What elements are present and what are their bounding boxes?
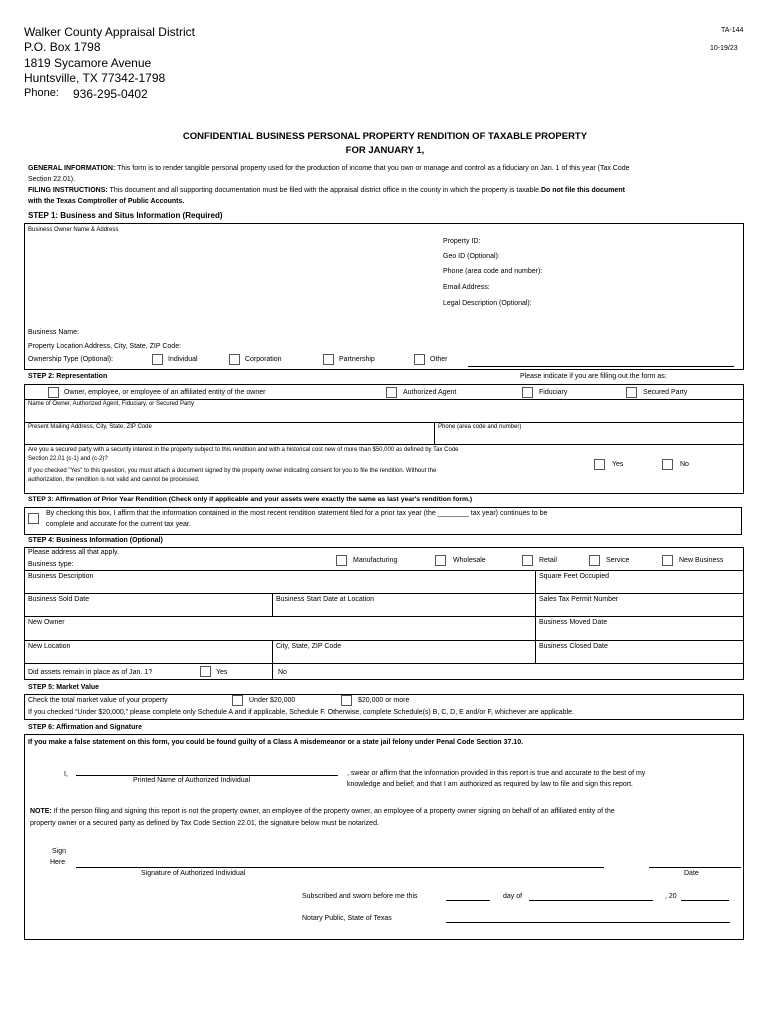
business-type-label: Business type: (28, 561, 74, 568)
partnership-checkbox[interactable] (323, 354, 334, 365)
check-total-label: Check the total market value of your property (28, 697, 168, 704)
filing-instructions: FILING INSTRUCTIONS: This document and all supporting documentation must be filed with the appraisal district office in the county in which the property is taxable.Do not file this document (28, 187, 625, 194)
business-name-label: Business Name: (28, 329, 79, 336)
swear-text: , swear or affirm that the information provided in this report is true and accurate to the best of my (347, 770, 646, 777)
filing-instructions-cont: with the Texas Comptroller of Public Accounts. (28, 198, 185, 205)
agent-role-checkbox[interactable] (386, 387, 397, 398)
assets-yes-label: Yes (216, 669, 228, 676)
secured-no-label: No (680, 461, 689, 468)
step3-heading: STEP 3: Affirmation of Prior Year Rendition (Check only if applicable and your assets were exactly the same as last year's rendition form.) (28, 496, 473, 503)
signature-line[interactable] (76, 867, 604, 868)
printed-name-line[interactable] (76, 775, 338, 776)
form-title: CONFIDENTIAL BUSINESS PERSONAL PROPERTY RENDITION OF TAXABLE PROPERTY (182, 131, 588, 142)
owner-name-label: Business Owner Name & Address (28, 227, 119, 233)
new-location-label: New Location (28, 643, 71, 650)
fiduciary-role-label: Fiduciary (539, 389, 568, 396)
secured-yes-label: Yes (612, 461, 624, 468)
wholesale-checkbox[interactable] (435, 555, 446, 566)
printed-name-label: Printed Name of Authorized Individual (133, 777, 251, 784)
secured-question-cont: Section 22.01 (c-1) and (c-2)? (28, 456, 108, 462)
retail-checkbox[interactable] (522, 555, 533, 566)
individual-label: Individual (168, 356, 198, 363)
email-label: Email Address: (443, 284, 490, 291)
day-of-label: day of (503, 893, 523, 900)
property-location-label: Property Location Address, City, State, ZIP Code: (28, 343, 182, 350)
year-line[interactable] (681, 900, 729, 901)
general-information-cont: Section 22.01). (28, 176, 76, 183)
notary-line[interactable] (446, 922, 730, 923)
sales-tax-label: Sales Tax Permit Number (539, 596, 619, 603)
owner-role-checkbox[interactable] (48, 387, 59, 398)
step6-box (24, 734, 744, 940)
service-label: Service (606, 557, 630, 564)
new-business-label: New Business (679, 557, 724, 564)
legal-description-label: Legal Description (Optional): (443, 300, 532, 307)
property-id-label: Property ID: (443, 238, 481, 245)
secured-no-checkbox[interactable] (662, 459, 673, 470)
notarize-note: NOTE: If the person filing and signing this report is not the property owner, an employee of the property owner, an employee of a property owner signing on behalf of an affiliated entity of the (30, 808, 615, 815)
sold-date-label: Business Sold Date (28, 596, 90, 603)
prior-year-checkbox[interactable] (28, 513, 39, 524)
false-statement-warning: If you make a false statement on this form, you could be found guilty of a Class A misdemeanor or a state jail felony under Penal Code Section 37.10. (28, 739, 524, 746)
new-owner-label: New Owner (28, 619, 65, 626)
city-address: Huntsville, TX 77342-1798 (24, 71, 166, 85)
other-label: Other (430, 356, 448, 363)
assets-no-label: No (278, 669, 287, 676)
general-information: GENERAL INFORMATION: This form is to render tangible personal property used for the production of income that you own or manage and control as a fiduciary on Jan. 1 of this year (Tax Code (28, 165, 630, 172)
indicate-label: Please indicate if you are filling out the form as: (520, 373, 667, 380)
date-label: Date (684, 870, 699, 877)
step1-heading: STEP 1: Business and Situs Information (Required) (28, 211, 223, 220)
street-address: 1819 Sycamore Avenue (24, 56, 152, 70)
address-all-label: Please address all that apply. (28, 549, 119, 556)
under-20k-label: Under $20,000 (249, 697, 296, 704)
prior-year-text: By checking this box, I affirm that the information contained in the most recent rendition statement filed for a prior tax year (the ________ tax year) continues to be (46, 510, 548, 517)
individual-checkbox[interactable] (152, 354, 163, 365)
phone-number: 936-295-0402 (73, 87, 148, 101)
closed-date-label: Business Closed Date (539, 643, 608, 650)
phone-rep-label: Phone (area code and number) (438, 424, 522, 430)
secured-role-checkbox[interactable] (626, 387, 637, 398)
form-date: 10-19/23 (710, 45, 738, 52)
assets-yes-checkbox[interactable] (200, 666, 211, 677)
owner-role-label: Owner, employee, or employee of an affiliated entity of the owner (64, 389, 266, 396)
mailing-address-label: Present Mailing Address, City, State, ZIP Code (28, 424, 152, 430)
step6-heading: STEP 6: Affirmation and Signature (28, 724, 142, 731)
month-line[interactable] (529, 900, 653, 901)
moved-date-label: Business Moved Date (539, 619, 608, 626)
assets-question: Did assets remain in place as of Jan. 1? (28, 669, 153, 676)
secured-yes-checkbox[interactable] (594, 459, 605, 470)
manufacturing-checkbox[interactable] (336, 555, 347, 566)
manufacturing-label: Manufacturing (353, 557, 398, 564)
other-line[interactable] (468, 366, 734, 367)
partnership-label: Partnership (339, 356, 375, 363)
po-box: P.O. Box 1798 (24, 40, 101, 54)
name-owner-label: Name of Owner, Authorized Agent, Fiduciary, or Secured Party (28, 401, 194, 407)
under-20k-checkbox[interactable] (232, 695, 243, 706)
form-title-line2: FOR JANUARY 1, (345, 145, 425, 156)
wholesale-label: Wholesale (453, 557, 486, 564)
notarize-note-cont: property owner or a secured party as defined by Tax Code Section 22.01, the signature below must be notarized. (30, 820, 379, 827)
form-id: TA-144 (721, 27, 744, 34)
new-business-checkbox[interactable] (662, 555, 673, 566)
year-label: , 20 (665, 893, 677, 900)
geo-id-label: Geo ID (Optional): (443, 253, 500, 260)
phone-field-label: Phone (area code and number): (443, 268, 543, 275)
date-line[interactable] (649, 867, 741, 868)
agent-role-label: Authorized Agent (403, 389, 457, 396)
i-label: I, (64, 771, 68, 778)
org-name: Walker County Appraisal District (24, 25, 195, 39)
secured-role-label: Secured Party (643, 389, 688, 396)
here-label: Here (50, 859, 66, 866)
corporation-checkbox[interactable] (229, 354, 240, 365)
other-checkbox[interactable] (414, 354, 425, 365)
fiduciary-role-checkbox[interactable] (522, 387, 533, 398)
schedule-note: If you checked “Under $20,000,” please complete only Schedule A and if applicable, Schedule F. Otherwise, complete Schedule(s) B, C, D, E and/or F, whichever are applicable. (28, 709, 574, 716)
subscribed-label: Subscribed and sworn before me this (302, 893, 418, 900)
over-20k-label: $20,000 or more (358, 697, 410, 704)
city-state-zip-label: City, State, ZIP Code (276, 643, 342, 650)
phone-label: Phone: (24, 87, 59, 99)
notary-label: Notary Public, State of Texas (302, 915, 392, 922)
step2-heading: STEP 2: Representation (28, 373, 108, 380)
secured-note: If you checked "Yes" to this question, you must attach a document signed by the property owner indicating consent for you to file the rendition. Without the (28, 468, 437, 474)
business-description-label: Business Description (28, 573, 94, 580)
swear-text-cont: knowledge and belief; and that I am authorized as required by law to file and sign this report. (347, 781, 634, 788)
signature-label: Signature of Authorized Individual (141, 870, 246, 877)
corporation-label: Corporation (245, 356, 282, 363)
secured-question: Are you a secured party with a security interest in the property subject to this rendition and with a historical cost new of more than $50,000 as defined by Tax Code (28, 447, 459, 453)
secured-note-cont: authorization, the rendition is not valid and cannot be processed. (28, 477, 200, 483)
step4-box (24, 547, 744, 680)
ownership-type-label: Ownership Type (Optional): (28, 356, 114, 363)
start-date-label: Business Start Date at Location (276, 596, 375, 603)
step4-heading: STEP 4: Business Information (Optional) (28, 537, 163, 544)
step5-heading: STEP 5: Market Value (28, 684, 100, 691)
over-20k-checkbox[interactable] (341, 695, 352, 706)
prior-year-text-cont: complete and accurate for the current tax year. (46, 521, 191, 528)
day-line[interactable] (446, 900, 490, 901)
service-checkbox[interactable] (589, 555, 600, 566)
sign-label: Sign (52, 848, 67, 855)
retail-label: Retail (539, 557, 557, 564)
square-feet-label: Square Feet Occupied (539, 573, 610, 580)
